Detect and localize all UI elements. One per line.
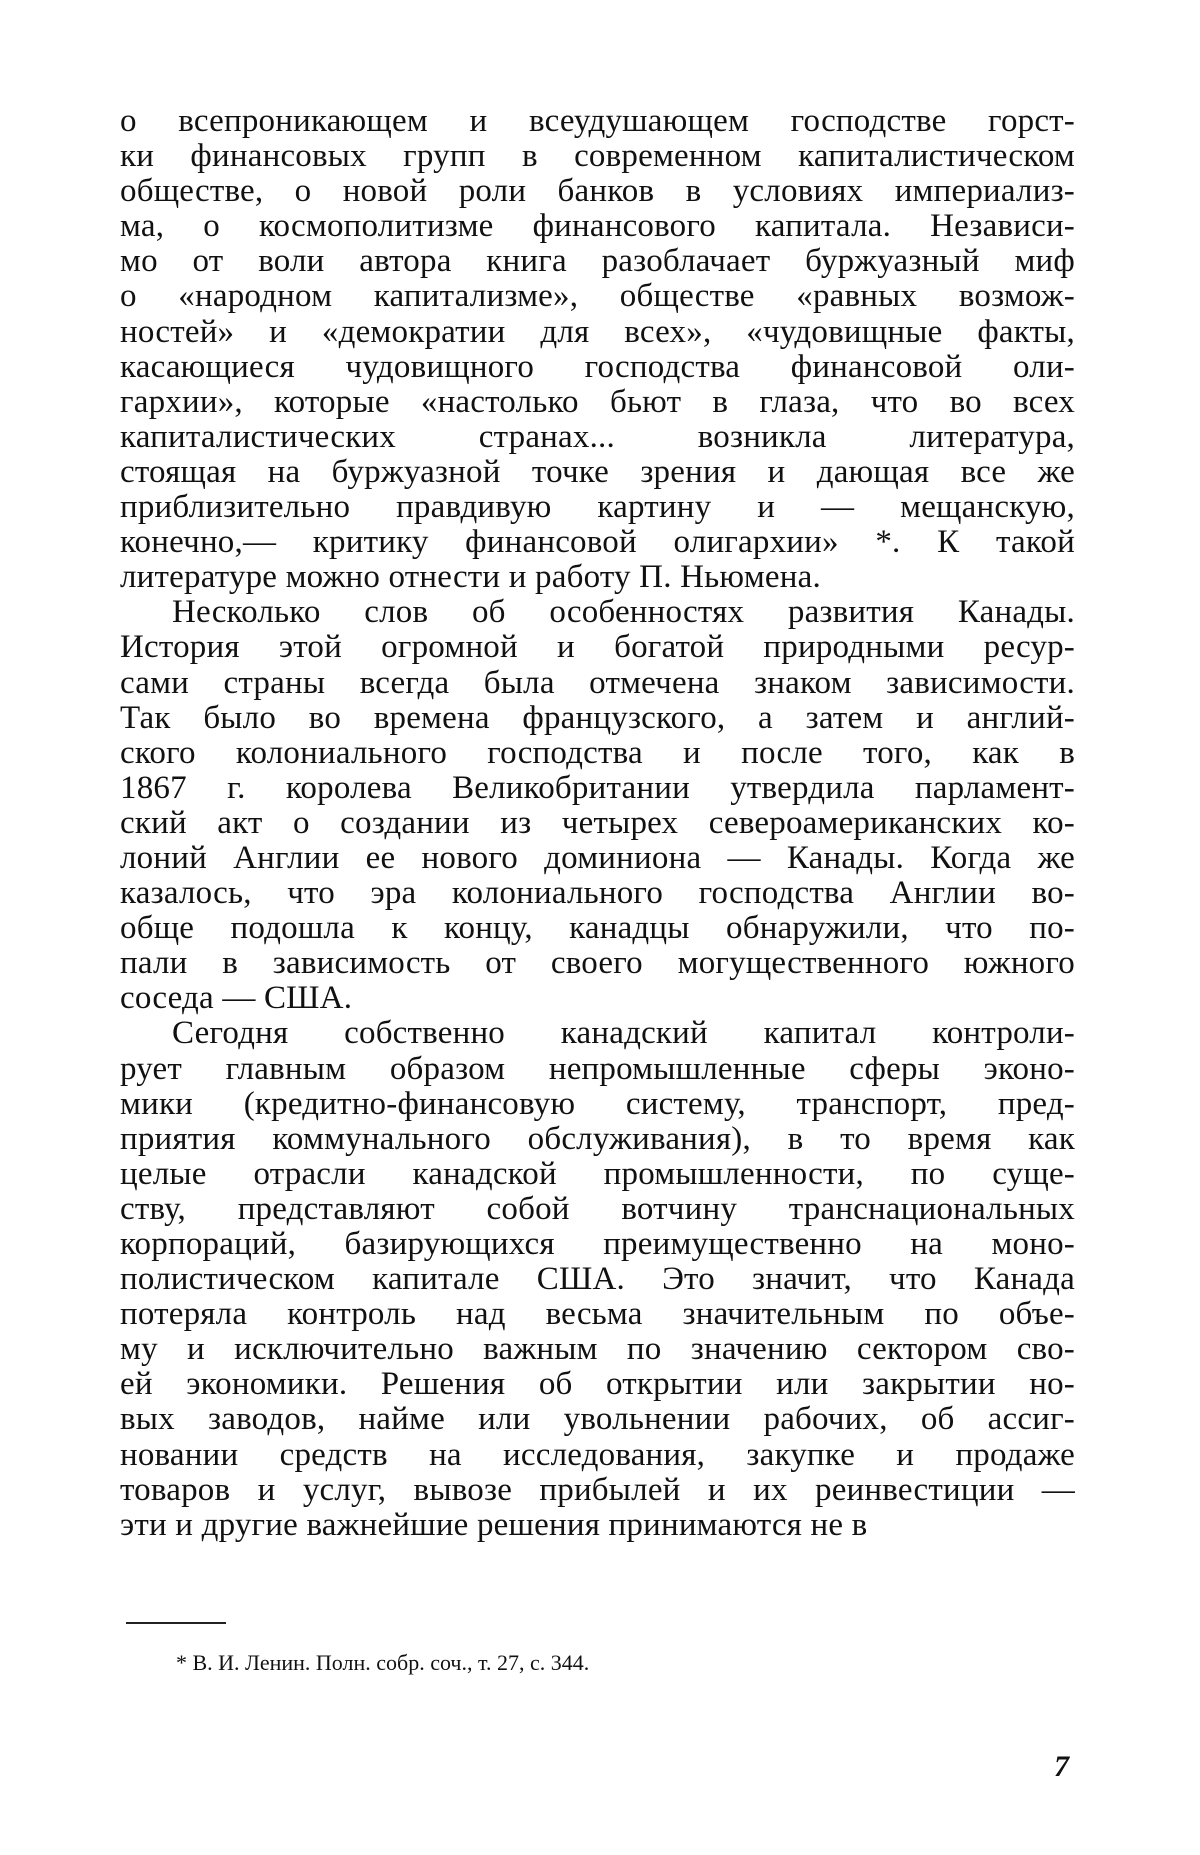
text-line: обществе, о новой роли банков в условиях империализ- — [120, 174, 1075, 210]
page-number: 7 — [1054, 1750, 1069, 1783]
text-line: о всепроникающем и всеудушающем господстве горст- — [120, 104, 1075, 139]
text-line: Сегодня собственно канадский капитал контроли- — [172, 1016, 1075, 1052]
text-line: ма, о космополитизме финансового капитала. Независи- — [120, 209, 1075, 245]
text-line: обще подошла к концу, канадцы обнаружили, что по- — [120, 911, 1075, 947]
footnote-divider — [126, 1622, 226, 1624]
text-line: Так было во времена французского, а затем и англий- — [120, 700, 1075, 736]
paragraph — [120, 1016, 1075, 1542]
body-text — [120, 104, 1075, 1543]
text-line: сами страны всегда была отмечена знаком зависимости. — [120, 665, 1075, 701]
text-line: конечно,— критику финансовой олигархии» *. К такой — [120, 525, 1075, 561]
text-line: гархии», которые «настолько бьют в глаза, что во всех — [120, 384, 1075, 420]
text-line: новании средств на исследования, закупке и продаже — [120, 1437, 1075, 1473]
text-line: корпораций, базирующихся преимущественно на моно- — [120, 1227, 1075, 1262]
text-line: мо от воли автора книга разоблачает буржуазный миф — [120, 244, 1075, 280]
text-line: ей экономики. Решения об открытии или закрытии но- — [120, 1367, 1075, 1403]
text-line: ству, представляют собой вотчину транснациональных — [120, 1191, 1075, 1227]
text-line: му и исключительно важным по значению сектором сво- — [120, 1332, 1075, 1368]
text-line: соседа — США. — [120, 981, 353, 1017]
text-line: товаров и услуг, вывозе прибылей и их реинвестиции — — [120, 1472, 1075, 1508]
text-line: касающиеся чудовищного господства финансовой оли- — [120, 349, 1075, 385]
text-line: капиталистических странах... возникла литература, — [120, 419, 1075, 455]
text-line: приятия коммунального обслуживания), в то время как — [120, 1121, 1075, 1157]
text-line: 1867 г. королева Великобритании утвердила парламент- — [120, 770, 1075, 806]
text-line: ского колониального господства и после того, как в — [120, 735, 1075, 771]
text-line: вых заводов, найме или увольнении рабочих, об ассиг- — [120, 1402, 1075, 1438]
text-line: эти и другие важнейшие решения принимаются не в — [120, 1507, 868, 1543]
text-line: литературе можно отнести и работу П. Ньюмена. — [120, 560, 821, 596]
text-line: о «народном капитализме», обществе «равных возмож- — [120, 279, 1075, 315]
text-line: рует главным образом непромышленные сферы эконо- — [120, 1051, 1075, 1087]
text-line: Несколько слов об особенностях развития Канады. — [172, 595, 1075, 631]
text-line: целые отрасли канадской промышленности, по суще- — [120, 1156, 1075, 1192]
text-line: пали в зависимость от своего могущественного южного — [120, 946, 1075, 982]
paragraph — [120, 595, 1075, 1016]
footnote: * В. И. Ленин. Полн. собр. соч., т. 27, с. 344. — [176, 1650, 590, 1675]
text-line: ский акт о создании из четырех североамериканских ко- — [120, 805, 1075, 841]
text-line: ностей» и «демократии для всех», «чудовищные факты, — [120, 314, 1075, 350]
text-line: мики (кредитно-финансовую систему, транспорт, пред- — [120, 1086, 1075, 1122]
text-line: стоящая на буржуазной точке зрения и дающая все же — [120, 454, 1075, 490]
paragraph — [120, 104, 1075, 595]
text-line: потеряла контроль над весьма значительным по объе- — [120, 1297, 1075, 1333]
text-line: приблизительно правдивую картину и — мещанскую, — [120, 490, 1075, 526]
text-line: казалось, что эра колониального господства Англии во- — [120, 876, 1075, 912]
text-line: История этой огромной и богатой природными ресур- — [120, 630, 1075, 666]
text-line: полистическом капитале США. Это значит, что Канада — [120, 1262, 1075, 1298]
text-line: ки финансовых групп в современном капиталистическом — [120, 139, 1075, 175]
text-line: лоний Англии ее нового доминиона — Канады. Когда же — [120, 840, 1075, 876]
